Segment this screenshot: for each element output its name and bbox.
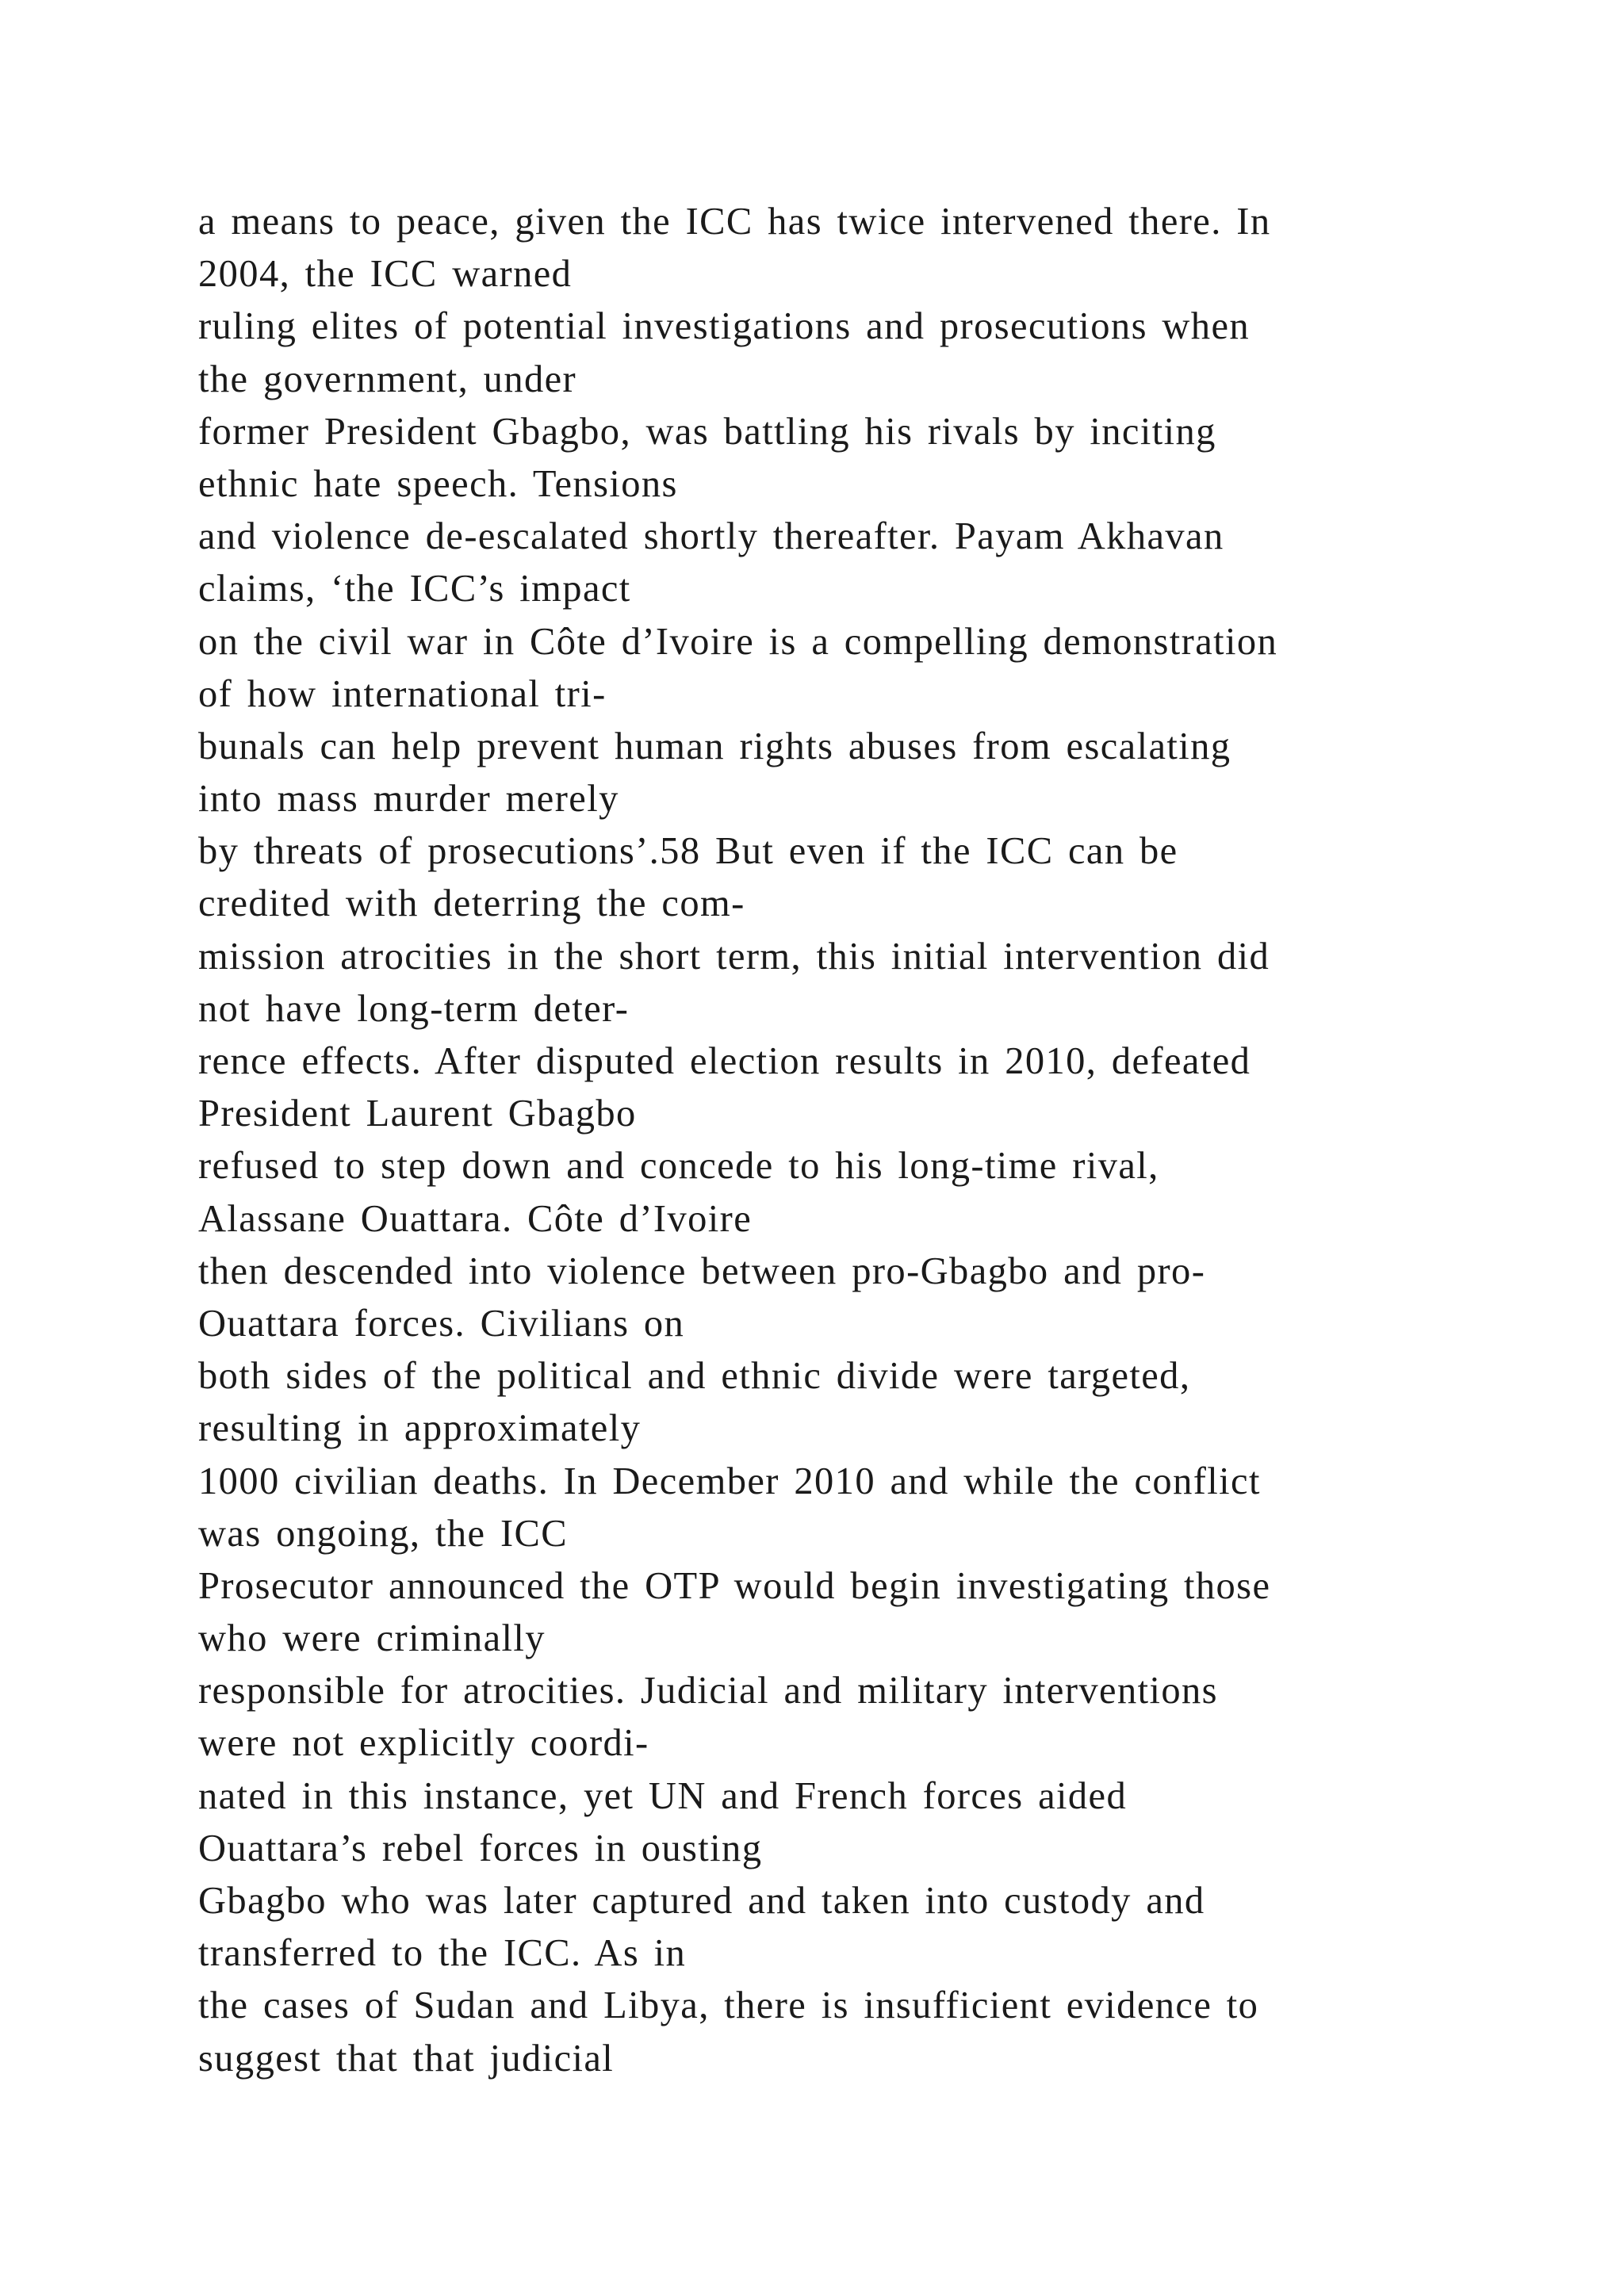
text-line: credited with deterring the com- [198, 882, 745, 925]
text-line: Ouattara’s rebel forces in ousting [198, 1827, 763, 1869]
text-line: both sides of the political and ethnic divide were targeted, [198, 1355, 1191, 1398]
text-line: then descended into violence between pro-Gbagbo and pro- [198, 1249, 1206, 1292]
text-line: not have long-term deter- [198, 987, 630, 1030]
text-line: Ouattara forces. Civilians on [198, 1302, 685, 1345]
text-line: refused to step down and concede to his long-time rival, [198, 1145, 1159, 1188]
text-line: bunals can help prevent human rights abuses from escalating [198, 725, 1231, 767]
text-line: suggest that that judicial [198, 2037, 615, 2080]
body-text [198, 196, 1499, 2085]
text-line: 2004, the ICC warned [198, 253, 573, 296]
text-line: resulting in approximately [198, 1407, 642, 1450]
text-line: 1000 civilian deaths. In December 2010 and while the conflict [198, 1460, 1261, 1502]
text-line: claims, ‘the ICC’s impact [198, 568, 631, 610]
text-line: mission atrocities in the short term, this initial intervention did [198, 935, 1270, 978]
text-line: nated in this instance, yet UN and French forces aided [198, 1774, 1128, 1817]
text-line: was ongoing, the ICC [198, 1512, 569, 1555]
text-line: President Laurent Gbagbo [198, 1093, 637, 1135]
text-line: by threats of prosecutions’.58 But even if the ICC can be [198, 830, 1178, 873]
text-line: ruling elites of potential investigations and prosecutions when [198, 305, 1251, 348]
text-line: the government, under [198, 358, 577, 400]
text-line: Alassane Ouattara. Côte d’Ivoire [198, 1197, 753, 1240]
text-line: former President Gbagbo, was battling his rivals by inciting [198, 410, 1216, 453]
text-line: into mass murder merely [198, 778, 619, 821]
text-line: ethnic hate speech. Tensions [198, 462, 678, 505]
text-line: a means to peace, given the ICC has twice intervened there. In [198, 201, 1271, 243]
text-line: who were criminally [198, 1617, 546, 1660]
text-line: Gbagbo who was later captured and taken into custody and [198, 1880, 1205, 1922]
text-line: were not explicitly coordi- [198, 1722, 649, 1765]
text-line: Prosecutor announced the OTP would begin investigating those [198, 1564, 1271, 1607]
text-line: the cases of Sudan and Libya, there is insufficient evidence to [198, 1984, 1259, 2027]
text-line: transferred to the ICC. As in [198, 1932, 687, 1975]
text-line: rence effects. After disputed election results in 2010, defeated [198, 1040, 1251, 1082]
text-line: of how international tri- [198, 672, 607, 715]
text-line: responsible for atrocities. Judicial and military interventions [198, 1670, 1218, 1712]
text-line: on the civil war in Côte d’Ivoire is a compelling demonstration [198, 620, 1278, 663]
text-line: and violence de-escalated shortly thereafter. Payam Akhavan [198, 515, 1224, 558]
